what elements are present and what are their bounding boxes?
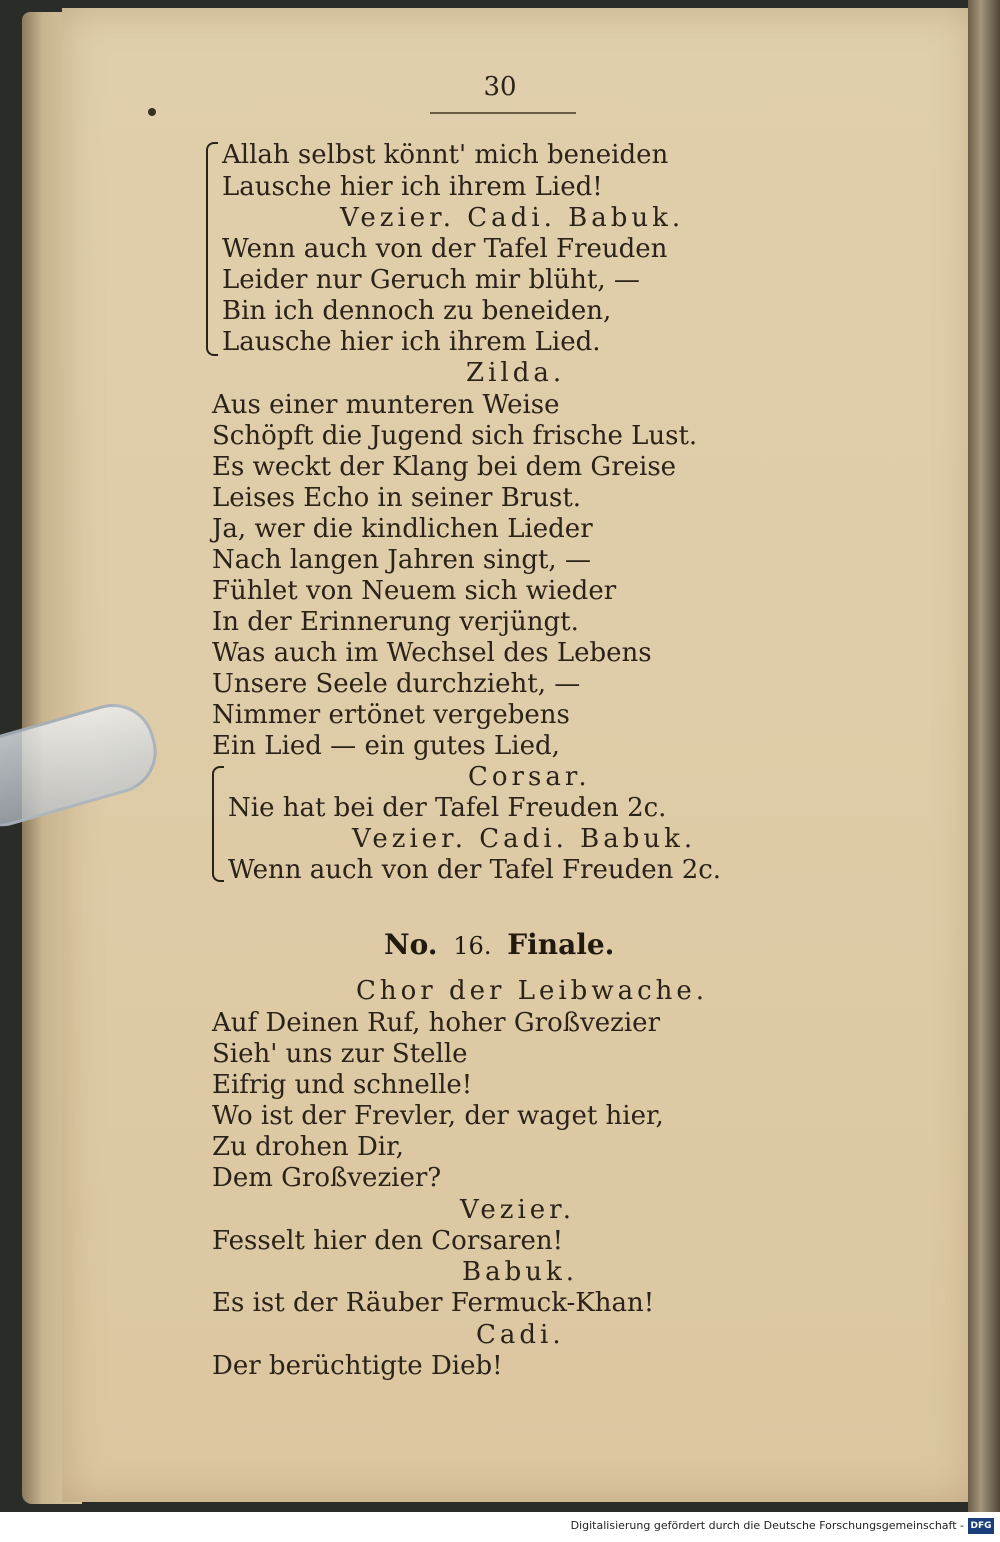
verse-line: Allah selbst könnt' mich beneiden: [222, 140, 669, 170]
verse-line: Fesselt hier den Corsaren!: [212, 1226, 564, 1256]
verse-line: Es weckt der Klang bei dem Greise: [212, 452, 677, 482]
verse-line: Aus einer munteren Weise: [212, 390, 560, 420]
verse-line: Eifrig und schnelle!: [212, 1070, 473, 1100]
ink-dot: [148, 108, 156, 116]
funding-notice: Digitalisierung gefördert durch die Deutsche Forschungsgemeinschaft -: [570, 1519, 964, 1532]
verse-line: Lausche hier ich ihrem Lied.: [222, 327, 601, 357]
speaker-name: Vezier. Cadi. Babuk.: [352, 824, 697, 854]
verse-line: Was auch im Wechsel des Lebens: [212, 638, 652, 668]
verse-line: Nimmer ertönet vergebens: [212, 700, 570, 730]
verse-line: Bin ich dennoch zu beneiden,: [222, 296, 612, 326]
verse-line: Leider nur Geruch mir blüht, —: [222, 265, 640, 295]
heading-number: 16.: [453, 932, 492, 960]
verse-line: Lausche hier ich ihrem Lied!: [222, 172, 603, 202]
verse-line: Unsere Seele durchzieht, —: [212, 669, 581, 699]
footer-bar: [0, 1512, 1000, 1542]
heading-prefix: No.: [384, 928, 438, 961]
verse-line: Nach langen Jahren singt, —: [212, 545, 591, 575]
ensemble-brace-top: [206, 142, 218, 356]
verse-line: Wenn auch von der Tafel Freuden 2c.: [228, 855, 722, 885]
verse-line: Fühlet von Neuem sich wieder: [212, 576, 617, 606]
speaker-name: Zilda.: [466, 358, 566, 388]
verse-line: Dem Großvezier?: [212, 1163, 442, 1193]
speaker-name: Chor der Leibwache.: [356, 976, 709, 1006]
book-spine: [968, 0, 1000, 1512]
verse-line: In der Erinnerung verjüngt.: [212, 607, 579, 637]
ensemble-brace-bottom: [212, 766, 224, 882]
speaker-name: Cadi.: [476, 1320, 565, 1350]
heading-title: Finale.: [507, 928, 615, 961]
verse-line: Nie hat bei der Tafel Freuden 2c.: [228, 793, 667, 823]
dfg-logo: DFG: [968, 1518, 994, 1534]
speaker-name: Vezier.: [460, 1195, 576, 1225]
speaker-name: Vezier. Cadi. Babuk.: [340, 203, 685, 233]
verse-line: Leises Echo in seiner Brust.: [212, 483, 582, 513]
verse-line: Der berüchtigte Dieb!: [212, 1351, 503, 1381]
verse-line: Zu drohen Dir,: [212, 1132, 404, 1162]
verse-line: Wo ist der Frevler, der waget hier,: [212, 1101, 664, 1131]
verse-line: Es ist der Räuber Fermuck-Khan!: [212, 1288, 655, 1318]
verse-line: Auf Deinen Ruf, hoher Großvezier: [212, 1008, 660, 1038]
verse-line: Sieh' uns zur Stelle: [212, 1039, 468, 1069]
verse-line: Ja, wer die kindlichen Lieder: [212, 514, 593, 544]
page-number-rule: [430, 112, 576, 114]
speaker-name: Corsar.: [468, 762, 591, 792]
verse-line: Ein Lied — ein gutes Lied,: [212, 731, 560, 761]
verse-line: Wenn auch von der Tafel Freuden: [222, 234, 668, 264]
speaker-name: Babuk.: [462, 1257, 579, 1287]
verse-line: Schöpft die Jugend sich frische Lust.: [212, 421, 698, 451]
page-number: 30: [483, 72, 517, 102]
section-heading: [384, 928, 614, 961]
